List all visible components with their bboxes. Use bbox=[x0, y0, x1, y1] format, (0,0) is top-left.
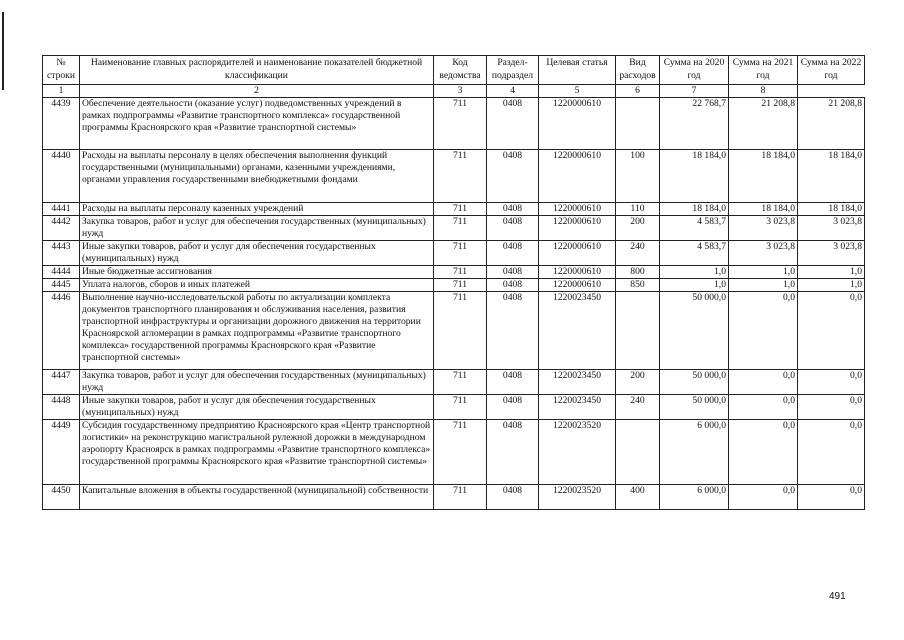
column-number: 5 bbox=[539, 85, 616, 98]
column-number: 6 bbox=[616, 85, 660, 98]
row-sum-2021: 18 184,0 bbox=[729, 150, 798, 203]
row-sum-2020: 22 768,7 bbox=[660, 98, 729, 150]
row-num: 4446 bbox=[43, 292, 80, 370]
row-sum-2022: 21 208,8 bbox=[798, 98, 865, 150]
row-name: Расходы на выплаты персоналу казенных учреждений bbox=[80, 203, 434, 216]
row-target: 1220023450 bbox=[539, 292, 616, 370]
column-number-row bbox=[43, 85, 865, 98]
column-number: 4 bbox=[487, 85, 539, 98]
row-name: Субсидия государственному предприятию Красноярского края «Центр транспортной логистики» на реконструкцию магистральной рулежной дорожки в международном аэропорту Красноярск в рамках подпрограммы «Развитие транспортного комплекса» государственной программы Красноярского края «Развитие транспортной системы» bbox=[80, 420, 434, 485]
row-name: Иные бюджетные ассигнования bbox=[80, 266, 434, 279]
row-section: 0408 bbox=[487, 395, 539, 420]
row-type: 800 bbox=[616, 266, 660, 279]
row-sum-2021: 0,0 bbox=[729, 420, 798, 485]
row-dept: 711 bbox=[434, 98, 487, 150]
row-type bbox=[616, 292, 660, 370]
table-row bbox=[43, 279, 865, 292]
row-section: 0408 bbox=[487, 292, 539, 370]
row-name: Иные закупки товаров, работ и услуг для обеспечения государственных (муниципальных) нужд bbox=[80, 395, 434, 420]
table-row bbox=[43, 292, 865, 370]
row-sum-2022: 3 023,8 bbox=[798, 216, 865, 241]
header-name: Наименование главных распорядителей и наименование показателей бюджетной классификации bbox=[80, 56, 434, 85]
row-sum-2021: 0,0 bbox=[729, 370, 798, 395]
row-target: 1220023520 bbox=[539, 485, 616, 510]
row-type: 110 bbox=[616, 203, 660, 216]
table-row bbox=[43, 216, 865, 241]
row-type: 850 bbox=[616, 279, 660, 292]
row-num: 4441 bbox=[43, 203, 80, 216]
row-target: 1220023450 bbox=[539, 395, 616, 420]
table-row bbox=[43, 370, 865, 395]
row-type: 100 bbox=[616, 150, 660, 203]
row-dept: 711 bbox=[434, 216, 487, 241]
row-target: 1220000610 bbox=[539, 150, 616, 203]
row-name: Капитальные вложения в объекты государственной (муниципальной) собственности bbox=[80, 485, 434, 510]
row-sum-2021: 0,0 bbox=[729, 292, 798, 370]
row-sum-2020: 1,0 bbox=[660, 279, 729, 292]
row-target: 1220023450 bbox=[539, 370, 616, 395]
header-sum-2022: Сумма на 2022 год bbox=[798, 56, 865, 85]
row-dept: 711 bbox=[434, 292, 487, 370]
row-sum-2020: 6 000,0 bbox=[660, 485, 729, 510]
row-sum-2022: 0,0 bbox=[798, 370, 865, 395]
row-sum-2022: 18 184,0 bbox=[798, 203, 865, 216]
table-row bbox=[43, 150, 865, 203]
row-target: 1220000610 bbox=[539, 241, 616, 266]
row-sum-2020: 18 184,0 bbox=[660, 150, 729, 203]
table-row bbox=[43, 203, 865, 216]
row-section: 0408 bbox=[487, 150, 539, 203]
row-target: 1220000610 bbox=[539, 203, 616, 216]
row-sum-2022: 0,0 bbox=[798, 420, 865, 485]
row-type: 400 bbox=[616, 485, 660, 510]
table-row bbox=[43, 98, 865, 150]
row-dept: 711 bbox=[434, 420, 487, 485]
row-num: 4448 bbox=[43, 395, 80, 420]
table-row bbox=[43, 420, 865, 485]
row-sum-2022: 1,0 bbox=[798, 279, 865, 292]
header-num: № строки bbox=[43, 56, 80, 85]
row-target: 1220000610 bbox=[539, 98, 616, 150]
row-name: Расходы на выплаты персоналу в целях обеспечения выполнения функций государственными (муниципальными) органами, казенными учреждениями, органами управления государственными внебюджетными фондами bbox=[80, 150, 434, 203]
header-sum-2020: Сумма на 2020 год bbox=[660, 56, 729, 85]
row-sum-2021: 0,0 bbox=[729, 485, 798, 510]
row-sum-2022: 3 023,8 bbox=[798, 241, 865, 266]
row-sum-2021: 3 023,8 bbox=[729, 216, 798, 241]
row-sum-2022: 18 184,0 bbox=[798, 150, 865, 203]
table-row bbox=[43, 485, 865, 510]
row-sum-2022: 1,0 bbox=[798, 266, 865, 279]
row-num: 4445 bbox=[43, 279, 80, 292]
row-target: 1220000610 bbox=[539, 216, 616, 241]
row-section: 0408 bbox=[487, 370, 539, 395]
row-dept: 711 bbox=[434, 279, 487, 292]
row-name: Уплата налогов, сборов и иных платежей bbox=[80, 279, 434, 292]
row-num: 4443 bbox=[43, 241, 80, 266]
row-sum-2022: 0,0 bbox=[798, 485, 865, 510]
budget-table bbox=[42, 55, 865, 510]
row-sum-2022: 0,0 bbox=[798, 292, 865, 370]
row-sum-2020: 18 184,0 bbox=[660, 203, 729, 216]
row-sum-2021: 18 184,0 bbox=[729, 203, 798, 216]
table-row bbox=[43, 395, 865, 420]
row-type bbox=[616, 98, 660, 150]
row-sum-2021: 0,0 bbox=[729, 395, 798, 420]
row-sum-2022: 0,0 bbox=[798, 395, 865, 420]
column-number: 1 bbox=[43, 85, 80, 98]
row-target: 1220023520 bbox=[539, 420, 616, 485]
row-sum-2021: 3 023,8 bbox=[729, 241, 798, 266]
row-dept: 711 bbox=[434, 150, 487, 203]
header-dept: Код ведомства bbox=[434, 56, 487, 85]
row-dept: 711 bbox=[434, 203, 487, 216]
row-sum-2021: 1,0 bbox=[729, 266, 798, 279]
column-number: 2 bbox=[80, 85, 434, 98]
row-section: 0408 bbox=[487, 485, 539, 510]
row-num: 4442 bbox=[43, 216, 80, 241]
row-num: 4439 bbox=[43, 98, 80, 150]
row-section: 0408 bbox=[487, 216, 539, 241]
row-type: 200 bbox=[616, 370, 660, 395]
column-number: 8 bbox=[729, 85, 798, 98]
row-section: 0408 bbox=[487, 279, 539, 292]
row-name: Выполнение научно-исследовательской работы по актуализации комплекта документов транспортного планирования и обслуживания населения, развития транспортной инфраструктуры и организации дорожного движения на территории Красноярской агломерации в рамках подпрограммы «Развитие транспортного комплекса» государственной программы Красноярского края «Развитие транспортной системы» bbox=[80, 292, 434, 370]
row-name: Закупка товаров, работ и услуг для обеспечения государственных (муниципальных) нужд bbox=[80, 216, 434, 241]
row-dept: 711 bbox=[434, 395, 487, 420]
table-row bbox=[43, 266, 865, 279]
row-num: 4447 bbox=[43, 370, 80, 395]
row-sum-2020: 4 583,7 bbox=[660, 216, 729, 241]
row-section: 0408 bbox=[487, 203, 539, 216]
column-number: 3 bbox=[434, 85, 487, 98]
header-type: Вид расходов bbox=[616, 56, 660, 85]
row-name: Закупка товаров, работ и услуг для обеспечения государственных (муниципальных) нужд bbox=[80, 370, 434, 395]
row-section: 0408 bbox=[487, 241, 539, 266]
row-section: 0408 bbox=[487, 98, 539, 150]
row-section: 0408 bbox=[487, 420, 539, 485]
page-number: 491 bbox=[829, 591, 846, 602]
row-sum-2021: 21 208,8 bbox=[729, 98, 798, 150]
row-sum-2020: 1,0 bbox=[660, 266, 729, 279]
row-sum-2021: 1,0 bbox=[729, 279, 798, 292]
binding-line bbox=[2, 12, 4, 90]
row-sum-2020: 50 000,0 bbox=[660, 370, 729, 395]
row-dept: 711 bbox=[434, 266, 487, 279]
table-row bbox=[43, 241, 865, 266]
row-num: 4444 bbox=[43, 266, 80, 279]
header-target: Целевая статья bbox=[539, 56, 616, 85]
row-type: 240 bbox=[616, 241, 660, 266]
row-sum-2020: 4 583,7 bbox=[660, 241, 729, 266]
row-num: 4449 bbox=[43, 420, 80, 485]
row-name: Иные закупки товаров, работ и услуг для обеспечения государственных (муниципальных) нужд bbox=[80, 241, 434, 266]
header-sum-2021: Сумма на 2021 год bbox=[729, 56, 798, 85]
row-type bbox=[616, 420, 660, 485]
row-dept: 711 bbox=[434, 241, 487, 266]
row-sum-2020: 50 000,0 bbox=[660, 292, 729, 370]
row-target: 1220000610 bbox=[539, 279, 616, 292]
row-target: 1220000610 bbox=[539, 266, 616, 279]
row-section: 0408 bbox=[487, 266, 539, 279]
column-number: 7 bbox=[660, 85, 729, 98]
header-row bbox=[43, 56, 865, 85]
row-num: 4450 bbox=[43, 485, 80, 510]
row-type: 200 bbox=[616, 216, 660, 241]
row-dept: 711 bbox=[434, 370, 487, 395]
header-section: Раздел-подраздел bbox=[487, 56, 539, 85]
row-name: Обеспечение деятельности (оказание услуг) подведомственных учреждений в рамках подпрограммы «Развитие транспортного комплекса» государственной программы Красноярского края «Развитие транспортной системы» bbox=[80, 98, 434, 150]
row-num: 4440 bbox=[43, 150, 80, 203]
row-sum-2020: 50 000,0 bbox=[660, 395, 729, 420]
row-type: 240 bbox=[616, 395, 660, 420]
row-dept: 711 bbox=[434, 485, 487, 510]
row-sum-2020: 6 000,0 bbox=[660, 420, 729, 485]
